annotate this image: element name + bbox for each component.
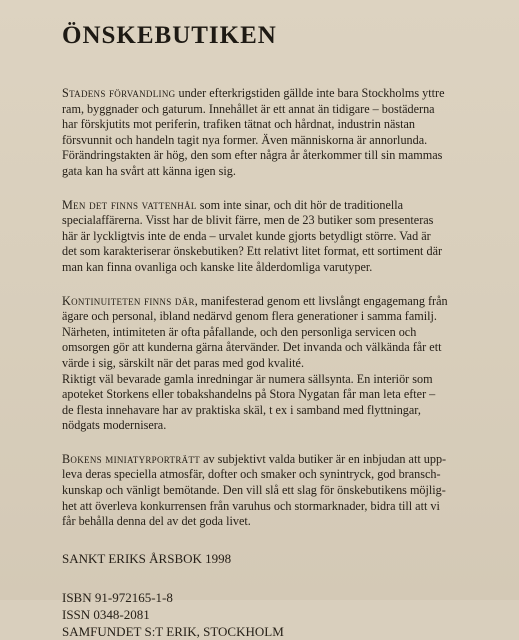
issn-line: ISSN 0348-2081 — [62, 606, 150, 622]
book-title: ÖNSKEBUTIKEN — [62, 22, 277, 49]
paragraph-1 — [62, 86, 479, 180]
publisher-line: SAMFUNDET S:T ERIK, STOCKHOLM — [62, 623, 284, 639]
paragraph-2 — [62, 198, 479, 276]
paragraph-1-text: under efterkrigstiden gällde inte bara Stockholms yttre ram, byggnader och gaturum. Innehållet är ett annat än tidigare – bostäderna har förskjutits mot periferin, trafiken tätnat och hårdnat, industrin nästan försvunnit och handeln tagit nya former. Även människorna är annorlunda. Förändringstakten är hög, den som efter några år återkommer till sin mammas gata kan ha svårt att känna igen sig. — [62, 86, 445, 178]
paragraph-4 — [62, 372, 479, 434]
paragraph-3-text: , manifesterad genom ett livslångt engagemang från ägare och personal, ibland nedärvd genom flera generationer i samma familj. Närheten, intimiteten är ofta påfallande, och den personliga servicen och omsorgen gör att kunderna gärna återvänder. Det invanda och välkända får ett värde i sig, särskilt när det paras med god kvalité. — [62, 293, 448, 370]
publication-info — [62, 589, 479, 640]
paragraph-3-lead: Kontinuiteten finns där — [62, 293, 195, 308]
yearbook-line: SANKT ERIKS ÅRSBOK 1998 — [62, 550, 232, 566]
paragraph-4-text: Riktigt väl bevarade gamla inredningar är numera sällsynta. En interiör som apoteket Storkens eller tobakshandelns på Stora Nygatan får man leta efter – de flesta innehavare har av praktiska skäl, t ex i samband med flyttningar, nödgats modernisera. — [62, 371, 436, 433]
paragraph-2-lead: Men det finns vattenhål — [62, 197, 197, 212]
paragraph-2-text: som inte sinar, och dit hör de traditionella specialaffärerna. Visst har de blivit färre, men de 23 butiker som presenteras här är lyckligtvis inte de enda – urvalet kunde gjorts betydligt större. Vad är det som karakteriserar önskebutiken? Ett relativt litet format, ett sortiment där man kan finna ovanliga och kanske lite ålderdomliga varutyper. — [62, 197, 443, 274]
isbn-line: ISBN 91-972165-1-8 — [62, 589, 173, 605]
paragraph-5-lead: Bokens miniatyrporträtt — [62, 451, 201, 466]
paragraph-1-lead: Stadens förvandling — [62, 86, 176, 100]
paragraph-5-text: av subjektivt valda butiker är en inbjudan att upp- leva deras speciella atmosfär, dofter och smaker och synintryck, god bransch- kunskap och vänligt bemötande. Den vill slå ett slag för önskebutikens möjlig- het att överleva konkurrensen från varuhus och stormarknader, bidra till att vi får behålla denna del av det goda livet. — [62, 451, 447, 529]
paragraph-5 — [62, 452, 479, 530]
paragraph-3 — [62, 294, 479, 372]
